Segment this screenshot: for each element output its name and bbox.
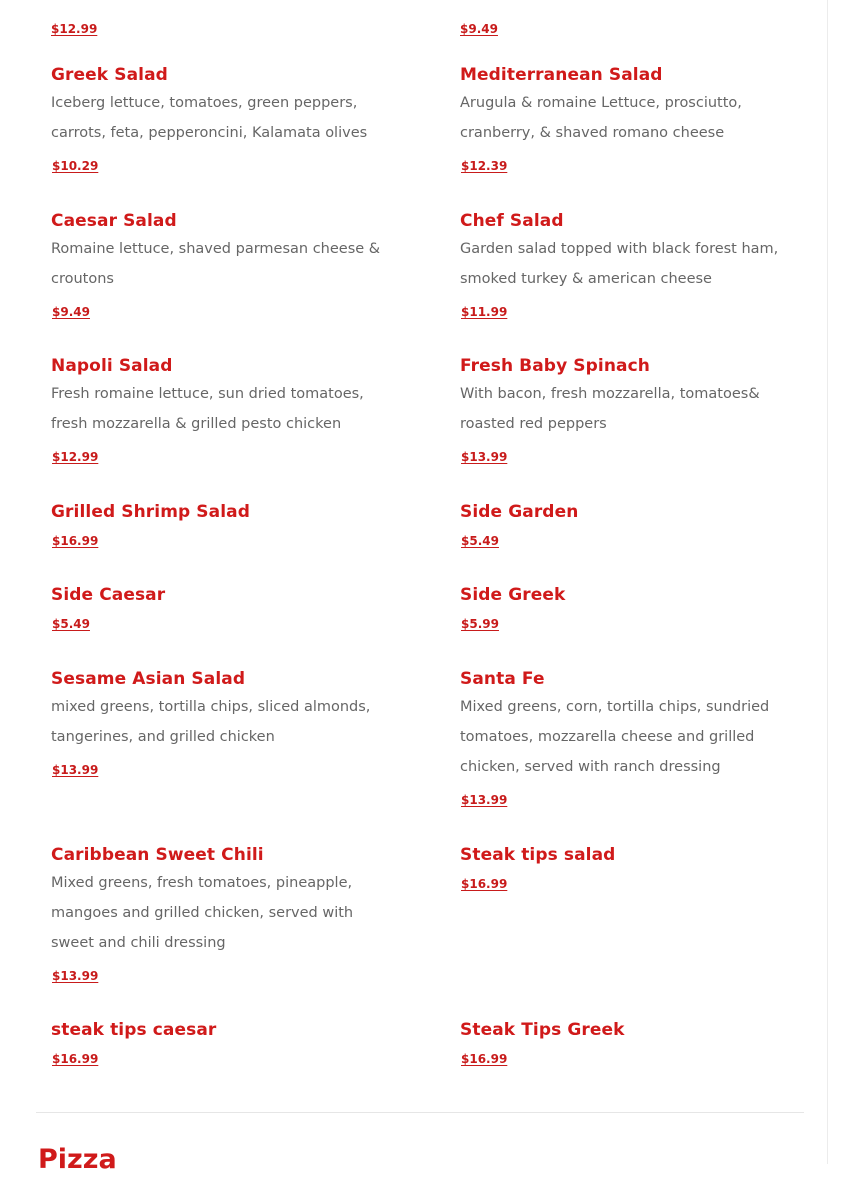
menu-item-sesame-asian-salad[interactable]: [51, 668, 396, 778]
item-name[interactable]: Steak Tips Greek: [460, 1020, 625, 1040]
item-price[interactable]: $13.99: [52, 969, 99, 983]
menu-item-fresh-baby-spinach[interactable]: [460, 355, 805, 465]
menu-item-grilled-shrimp-salad[interactable]: [51, 501, 396, 549]
menu-item-steak-tips-salad[interactable]: [460, 844, 805, 892]
item-name[interactable]: Mediterranean Salad: [460, 65, 663, 85]
item-price[interactable]: $13.99: [461, 450, 508, 464]
item-name[interactable]: Greek Salad: [51, 65, 168, 85]
item-price[interactable]: $12.99: [51, 22, 98, 36]
menu-item-steak-tips-greek[interactable]: [460, 1019, 805, 1067]
menu-item-chef-salad[interactable]: [460, 210, 805, 320]
item-price[interactable]: $13.99: [461, 793, 508, 807]
section-heading-pizza: Pizza: [38, 1144, 117, 1175]
item-name[interactable]: Sesame Asian Salad: [51, 669, 246, 689]
menu-item-steak-tips-caesar[interactable]: [51, 1019, 396, 1067]
item-description: Mixed greens, fresh tomatoes, pineapple, mangoes and grilled chicken, served with sweet and chili dressing: [51, 875, 354, 951]
item-price[interactable]: $12.39: [461, 159, 508, 173]
item-description: With bacon, fresh mozzarella, tomatoes& roasted red peppers: [460, 386, 760, 432]
item-name[interactable]: Side Caesar: [51, 585, 166, 605]
item-name[interactable]: Chef Salad: [460, 211, 564, 231]
menu-item-side-greek[interactable]: [460, 584, 805, 632]
item-name[interactable]: Caesar Salad: [51, 211, 177, 231]
menu-item-caesar-salad[interactable]: [51, 210, 396, 320]
item-description: mixed greens, tortilla chips, sliced almonds, tangerines, and grilled chicken: [51, 699, 371, 745]
menu-item-caribbean-sweet-chili[interactable]: [51, 844, 396, 984]
menu-item-side-garden[interactable]: [460, 501, 805, 549]
menu-item-greek-salad[interactable]: [51, 64, 396, 174]
item-price[interactable]: $5.99: [461, 617, 499, 631]
item-price[interactable]: $5.49: [52, 617, 90, 631]
item-price[interactable]: $10.29: [52, 159, 99, 173]
item-name[interactable]: Fresh Baby Spinach: [460, 356, 650, 376]
item-price[interactable]: $13.99: [52, 763, 99, 777]
page-edge-line: [827, 0, 828, 1164]
item-name[interactable]: Napoli Salad: [51, 356, 173, 376]
item-price[interactable]: $5.49: [461, 534, 499, 548]
item-name[interactable]: Grilled Shrimp Salad: [51, 502, 250, 522]
item-name[interactable]: Santa Fe: [460, 669, 545, 689]
section-divider: [36, 1112, 804, 1113]
menu-item-santa-fe[interactable]: [460, 668, 805, 808]
item-name[interactable]: steak tips caesar: [51, 1020, 217, 1040]
item-price[interactable]: $16.99: [461, 1052, 508, 1066]
item-description: Mixed greens, corn, tortilla chips, sundried tomatoes, mozzarella cheese and grilled chicken, served with ranch dressing: [460, 699, 770, 775]
menu-item-top-right: [459, 18, 804, 37]
menu-item-napoli-salad[interactable]: [51, 355, 396, 465]
item-description: Garden salad topped with black forest ham, smoked turkey & american cheese: [460, 241, 779, 287]
item-name[interactable]: Caribbean Sweet Chili: [51, 845, 264, 865]
item-description: Arugula & romaine Lettuce, prosciutto, cranberry, & shaved romano cheese: [460, 95, 742, 141]
item-price[interactable]: $16.99: [52, 534, 99, 548]
item-description: Romaine lettuce, shaved parmesan cheese & croutons: [51, 241, 381, 287]
item-name[interactable]: Side Garden: [460, 502, 579, 522]
item-name[interactable]: Steak tips salad: [460, 845, 616, 865]
item-price[interactable]: $11.99: [461, 305, 508, 319]
menu-item-mediterranean-salad[interactable]: [460, 64, 805, 174]
item-price[interactable]: $9.49: [460, 22, 498, 36]
menu-item-side-caesar[interactable]: [51, 584, 396, 632]
menu-item-top-left: [50, 18, 395, 37]
item-name[interactable]: Side Greek: [460, 585, 566, 605]
item-description: Iceberg lettuce, tomatoes, green peppers, carrots, feta, pepperoncini, Kalamata olives: [51, 95, 368, 141]
item-price[interactable]: $16.99: [461, 877, 508, 891]
item-price[interactable]: $12.99: [52, 450, 99, 464]
item-description: Fresh romaine lettuce, sun dried tomatoes, fresh mozzarella & grilled pesto chicken: [51, 386, 364, 432]
item-price[interactable]: $16.99: [52, 1052, 99, 1066]
item-price[interactable]: $9.49: [52, 305, 90, 319]
